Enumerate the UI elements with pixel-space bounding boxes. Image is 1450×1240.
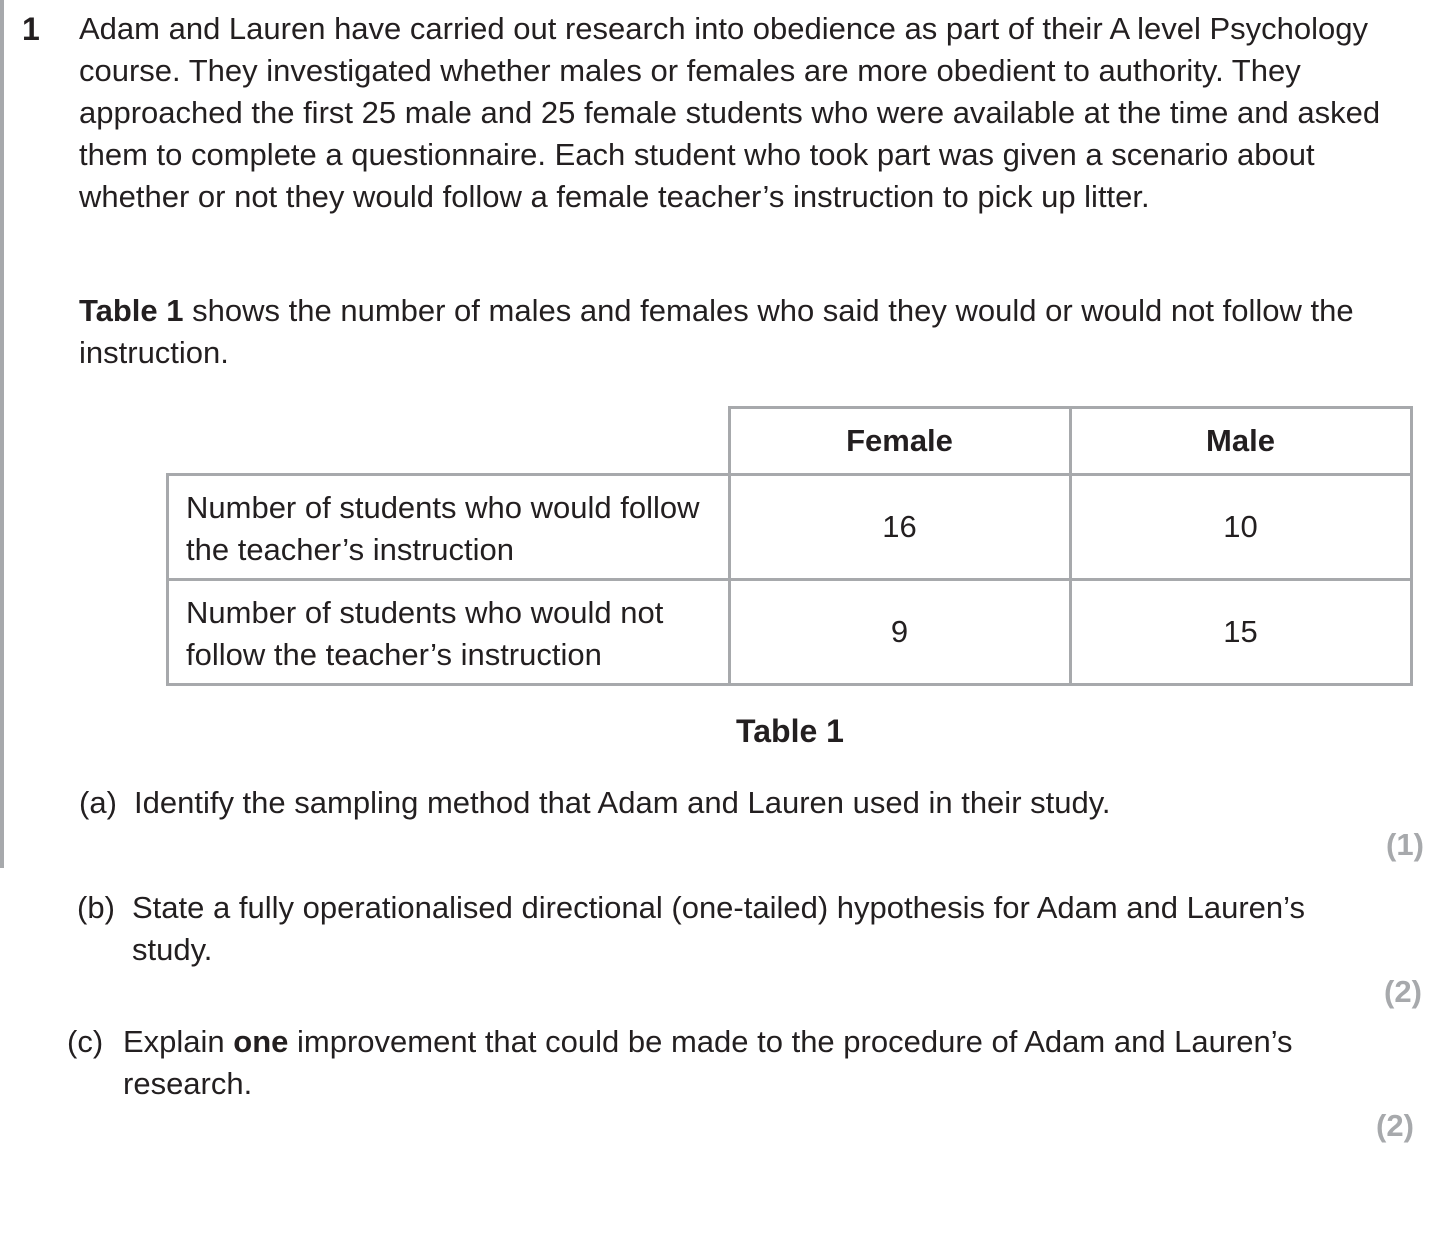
part-c-emphasis: one — [233, 1024, 289, 1059]
part-a-marks: (1) — [1386, 827, 1424, 862]
table-header-row — [168, 408, 1412, 475]
row-label-follow: Number of students who would follow the teacher’s instruction — [168, 475, 730, 580]
question-number: 1 — [22, 11, 40, 47]
table-caption: Table 1 — [736, 713, 844, 749]
column-header-male: Male — [1070, 408, 1411, 475]
question-stem: Adam and Lauren have carried out research into obedience as part of their A level Psychology course. They investigated whether males or females are more obedient to authority. They approached the first 25 male and 25 female students who were available at the time and asked them to complete a questionnaire. Each student who took part was given a scenario about whether or not they would follow a female teacher’s instruction to pick up litter. — [79, 11, 1381, 214]
table-row — [168, 475, 1412, 580]
table-intro-text: shows the number of males and females who said they would or would not follow the instruction. — [79, 293, 1354, 370]
table-reference: Table 1 — [79, 293, 184, 328]
results-table — [166, 406, 1413, 686]
cell-follow-male: 10 — [1070, 475, 1411, 580]
part-a — [79, 782, 1329, 824]
cell-not-follow-female: 9 — [729, 580, 1070, 685]
part-c-label: (c) — [67, 1024, 104, 1059]
part-b-text: State a fully operationalised directional (one-tailed) hypothesis for Adam and Lauren’s study. — [132, 890, 1305, 967]
part-c — [67, 1021, 1327, 1105]
part-b — [77, 887, 1337, 971]
part-b-marks: (2) — [1384, 974, 1422, 1009]
row-label-not-follow: Number of students who would not follow the teacher’s instruction — [168, 580, 730, 685]
cell-not-follow-male: 15 — [1070, 580, 1411, 685]
part-b-label: (b) — [77, 890, 115, 925]
table-corner — [168, 408, 730, 475]
table-row — [168, 580, 1412, 685]
table-intro — [79, 290, 1389, 374]
part-a-label: (a) — [79, 785, 117, 820]
part-c-marks: (2) — [1376, 1108, 1414, 1143]
part-c-text-start: Explain — [123, 1024, 234, 1059]
cell-follow-female: 16 — [729, 475, 1070, 580]
column-header-female: Female — [729, 408, 1070, 475]
part-c-text — [67, 1021, 1327, 1105]
part-c-text-end: improvement that could be made to the procedure of Adam and Lauren’s research. — [123, 1024, 1293, 1101]
part-a-text: Identify the sampling method that Adam and Lauren used in their study. — [134, 785, 1111, 820]
